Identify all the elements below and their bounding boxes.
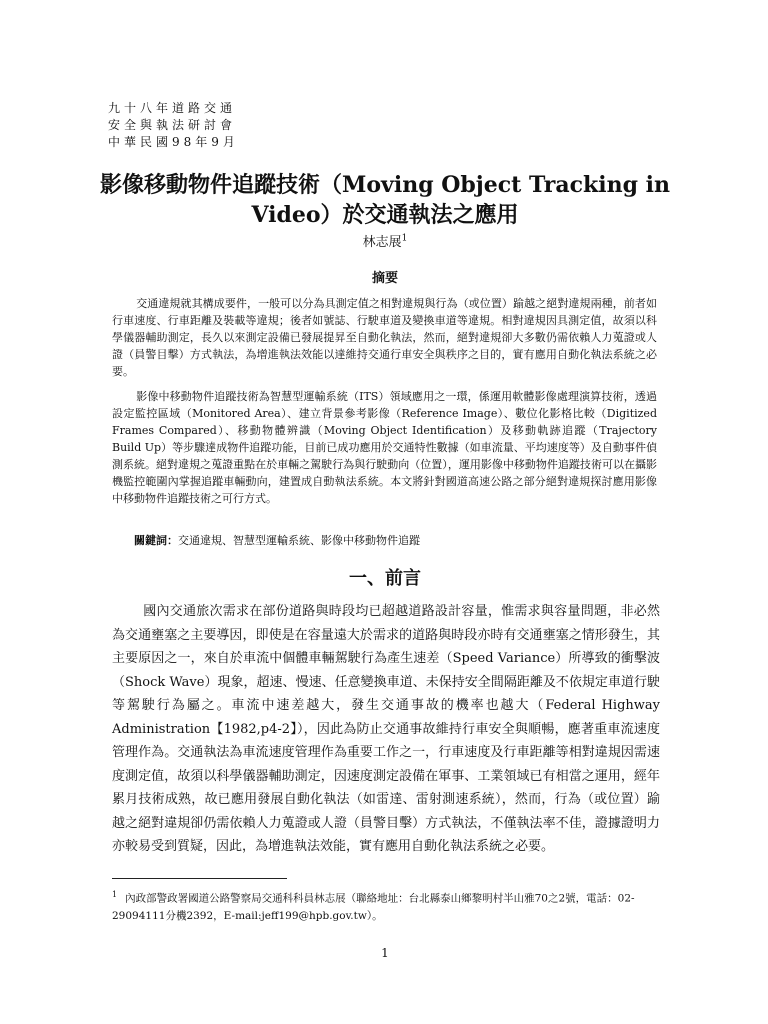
header-line-2: 安全與執法研討會 (108, 118, 237, 132)
abstract-body (112, 295, 657, 515)
footnote-mark: 1 (112, 890, 118, 899)
section-1-title: 一、前言 (349, 568, 421, 589)
paper-title: 影像移動物件追蹤技術（Moving Object Tracking in Video）於交通執法之應用 (100, 172, 670, 228)
footnote-text: 內政部警政署國道公路警察局交通科科員林志展（聯絡地址：台北縣泰山鄉黎明村半山雅70之2號，電話：02-29094111分機2392，E-mail:jeff199@hpb.gov.tw）。 (112, 892, 635, 922)
abstract-paragraph-2: 影像中移動物件追蹤技術為智慧型運輸系統（ITS）領域應用之一環，係運用軟體影像處理演算技術，透過設定監控區域（Monitored Area）、建立背景參考影像（Reference Image）、數位化影格比較（Digitized Frames Compared）、移動物體辨識（Moving Object Identification）及移動軌跡追蹤（Trajectory Build Up）等步驟達成物件追蹤功能，目前已成功應用於交通特性數據（如車流量、平均速度等）及自動事件偵測系統。絕對違規之蒐證重點在於車輛之駕駛行為與行駛動向（位置），運用影像中移動物件追蹤技術可以在攝影機監控範圍內掌握追蹤車輛動向，建置成自動執法系統。本文將針對國道高速公路之部分絕對違規探討應用影像中移動物件追蹤技術之可行方式。 (112, 390, 657, 505)
page-number: 1 (381, 946, 389, 960)
author-name: 林志展 (362, 235, 402, 250)
keywords-label: 關鍵詞： (134, 534, 178, 547)
keywords-line (134, 532, 654, 549)
abstract-paragraph-1: 交通違規就其構成要件，一般可以分為具測定值之相對違規與行為（或位置）踰越之絕對違規兩種，前者如行車速度、行車距離及裝載等違規；後者如號誌、行駛車道及變換車道等違規。相對違規因具測定值，故須以科學儀器輔助測定，長久以來測定設備已發展提昇至自動化執法，然而，絕對違規卻大多數仍需依賴人力蒐證或人證（員警目擊）方式執法，為增進執法效能以達維持交通行車安全與秩序之目的，實有應用自動化執法系統之必要。 (112, 297, 657, 378)
footnote (112, 886, 660, 925)
author-footnote-mark: 1 (401, 233, 408, 244)
footnote-divider (112, 878, 287, 879)
conference-header (108, 100, 239, 151)
header-line-3: 中華民國98年9月 (108, 135, 239, 149)
keywords-text: 交通違規、智慧型運輸系統、影像中移動物件追蹤 (178, 534, 420, 547)
section-1-body: 國內交通旅次需求在部份道路與時段均已超越道路設計容量，惟需求與容量問題，非必然為交通壅塞之主要導因，即使是在容量遠大於需求的道路與時段亦時有交通壅塞之情形發生，其主要原因之一，來自於車流中個體車輛駕駛行為產生速差（Speed Variance）所導致的衝擊波（Shock Wave）現象，超速、慢速、任意變換車道、未保持安全間隔距離及不依規定車道行駛等駕駛行為屬之。車流中速差越大，發生交通事故的機率也越大（Federal Highway Administration【1982,p4-2】），因此為防止交通事故維持行車安全與順暢，應著重車流速度管理作為。交通執法為車流速度管理作為重要工作之一，行車速度及行車距離等相對違規因需速度測定值，故須以科學儀器輔助測定，因速度測定設備在軍事、工業領域已有相當之運用，經年累月技術成熟，故已應用發展自動化執法（如雷達、雷射測速系統），然而，行為（或位置）踰越之絕對違規卻仍需依賴人力蒐證或人證（員警目擊）方式執法，不僅執法率不佳，證據證明力亦較易受到質疑，因此，為增進執法效能，實有應用自動化執法系統之必要。 (112, 604, 660, 854)
abstract-heading: 摘要 (371, 271, 398, 286)
header-line-1: 九十八年道路交通 (108, 101, 237, 115)
author-line (100, 234, 670, 252)
